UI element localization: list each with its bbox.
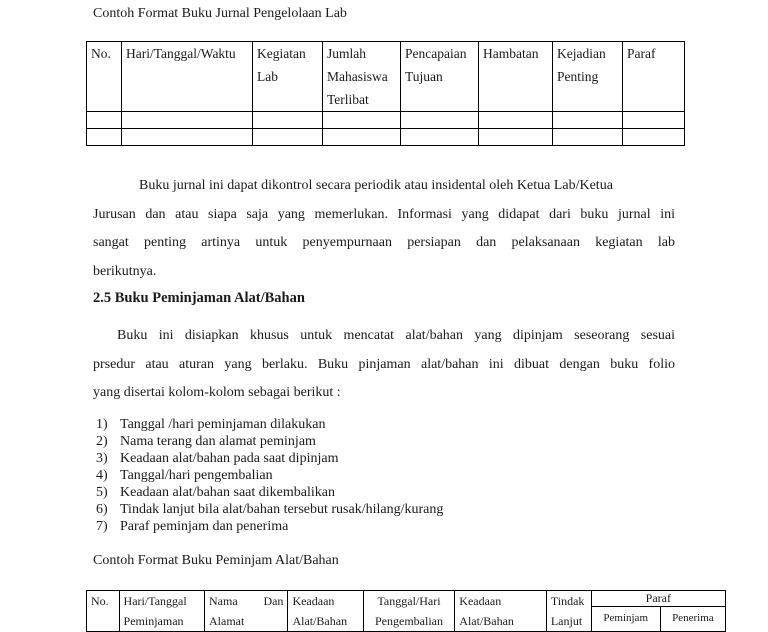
jurnal-table xyxy=(86,41,685,146)
list-item: 1) Tanggal /hari peminjaman dilakukan xyxy=(96,417,326,432)
col-tanggal-pengembalian: Tanggal/Hari Pengembalian xyxy=(363,591,455,632)
col-penerima: Penerima xyxy=(660,607,725,632)
col-pencapaian-tujuan: Pencapaian Tujuan xyxy=(401,42,479,112)
list-item: 3) Keadaan alat/bahan pada saat dipinjam xyxy=(96,451,339,466)
table-row xyxy=(87,112,685,129)
caption-jurnal-table: Contoh Format Buku Jurnal Pengelolaan Lab xyxy=(93,6,347,21)
peminjaman-table xyxy=(86,590,726,632)
jurnal-table-header xyxy=(87,42,685,112)
col-paraf: Paraf xyxy=(623,42,685,112)
list-item: 6) Tindak lanjut bila alat/bahan tersebut rusak/hilang/kurang xyxy=(96,502,444,517)
col-keadaan-kembali: Keadaan Alat/Bahan xyxy=(455,591,547,632)
peminjaman-table-header xyxy=(87,591,726,607)
col-hari-tanggal-waktu: Hari/Tanggal/Waktu xyxy=(122,42,253,112)
col-tindak-lanjut: Tindak Lanjut xyxy=(546,591,591,632)
table-row xyxy=(87,129,685,146)
col-hari-tanggal: Hari/Tanggal Peminjaman xyxy=(119,591,204,632)
col-peminjam: Peminjam xyxy=(591,607,660,632)
section-heading: 2.5 Buku Peminjaman Alat/Bahan xyxy=(93,290,305,306)
col-hambatan: Hambatan xyxy=(479,42,553,112)
list-item: 2) Nama terang dan alamat peminjam xyxy=(96,434,316,449)
col-no: No. xyxy=(87,42,122,112)
paragraph-peminjaman: Buku ini disiapkan khusus untuk mencatat alat/bahan yang dipinjam seseorang sesuai prsedur atau aturan yang berlaku. Buku pinjaman alat/bahan ini dibuat dengan buku folio yang disertai kolom-kolom sebagai berikut : xyxy=(93,328,675,400)
col-paraf: Paraf xyxy=(591,591,725,607)
list-item: 7) Paraf peminjam dan penerima xyxy=(96,519,289,534)
col-no: No. xyxy=(87,591,120,632)
col-kegiatan-lab: Kegiatan Lab xyxy=(253,42,323,112)
list-item: 4) Tanggal/hari pengembalian xyxy=(96,468,273,483)
col-jumlah-mahasiswa: Jumlah Mahasiswa Terlibat xyxy=(323,42,401,112)
column-list xyxy=(96,416,443,535)
list-item: 5) Keadaan alat/bahan saat dikembalikan xyxy=(96,485,335,500)
col-kejadian-penting: Kejadian Penting xyxy=(553,42,623,112)
col-keadaan-pinjam: Keadaan Alat/Bahan xyxy=(288,591,363,632)
paragraph-jurnal: Buku jurnal ini dapat dikontrol secara periodik atau insidental oleh Ketua Lab/Ketua Jurusan dan atau siapa saja yang memerlukan. Informasi yang didapat dari buku jurnal ini sangat penting artinya untuk penyempurnaan persiapan dan pelaksanaan kegiatan lab berikutnya. xyxy=(93,178,675,279)
col-nama-alamat: Nama Dan Alamat xyxy=(205,591,288,632)
caption-peminjam-table: Contoh Format Buku Peminjam Alat/Bahan xyxy=(93,553,339,568)
